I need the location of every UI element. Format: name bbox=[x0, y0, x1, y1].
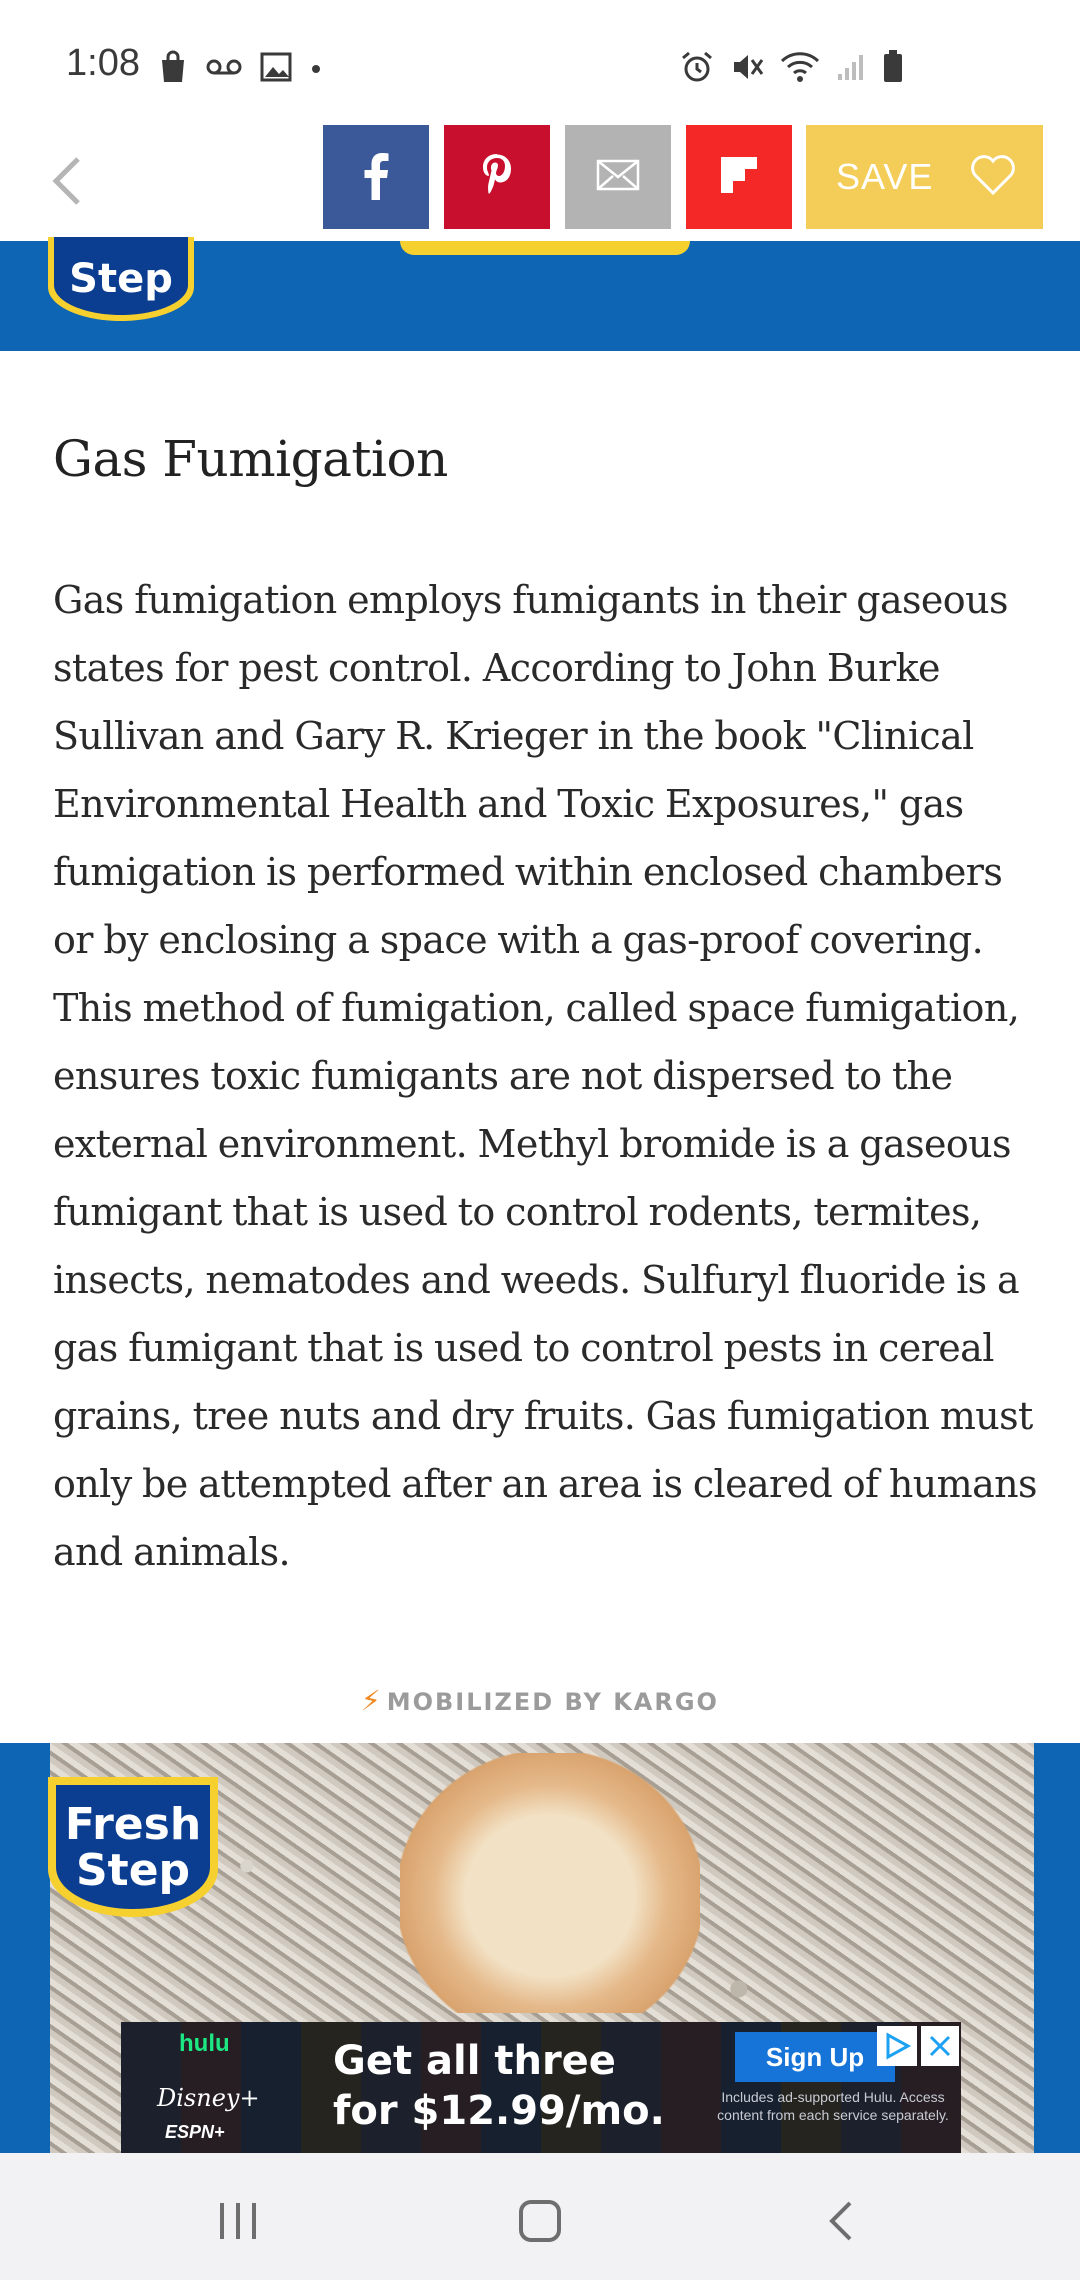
adchoices-icon[interactable] bbox=[877, 2026, 917, 2066]
facebook-share-button[interactable] bbox=[323, 125, 429, 229]
heart-icon bbox=[969, 153, 1017, 201]
banner-pill bbox=[400, 241, 690, 255]
fresh-step-logo bbox=[46, 237, 196, 327]
voicemail-icon bbox=[206, 57, 242, 81]
system-nav-bar bbox=[0, 2153, 1080, 2280]
status-left-icons bbox=[158, 50, 322, 88]
disney-brand: Disney+ bbox=[157, 2084, 260, 2112]
flipboard-share-button[interactable] bbox=[686, 125, 792, 229]
recents-icon[interactable] bbox=[208, 2191, 268, 2251]
mute-icon bbox=[730, 50, 764, 88]
flipboard-icon bbox=[719, 155, 759, 199]
fresh-step-ad-logo bbox=[44, 1773, 222, 1925]
lightning-bolt-icon: ⚡ bbox=[361, 1684, 383, 1717]
ad-logo-line2: Step bbox=[75, 1845, 191, 1896]
chevron-left-icon[interactable] bbox=[34, 145, 104, 215]
hulu-bundle-ad[interactable] bbox=[121, 2022, 961, 2153]
espn-brand: ESPN+ bbox=[165, 2122, 225, 2142]
status-right-icons bbox=[680, 50, 904, 88]
status-bar bbox=[0, 0, 1080, 125]
kitten-image bbox=[400, 1753, 700, 2013]
pinterest-icon bbox=[479, 150, 515, 204]
sign-up-button[interactable]: Sign Up bbox=[735, 2032, 895, 2082]
home-icon[interactable] bbox=[510, 2191, 570, 2251]
status-time: 1:08 bbox=[66, 42, 140, 84]
article-title: Gas Fumigation bbox=[53, 430, 448, 488]
banner-logo-text: Step bbox=[69, 256, 173, 302]
hulu-brand: hulu bbox=[179, 2030, 230, 2057]
kargo-label: MOBILIZED BY KARGO bbox=[386, 1688, 719, 1716]
back-icon[interactable] bbox=[812, 2191, 872, 2251]
email-share-button[interactable] bbox=[565, 125, 671, 229]
share-bar bbox=[0, 125, 1080, 241]
kargo-attribution[interactable] bbox=[0, 1684, 1080, 1717]
article bbox=[53, 430, 1043, 1586]
dot-icon bbox=[310, 60, 322, 79]
wifi-icon bbox=[780, 51, 820, 87]
top-ad-banner[interactable] bbox=[0, 241, 1080, 351]
hulu-headline-line1: Get all three bbox=[333, 2038, 616, 2084]
image-icon bbox=[260, 52, 292, 86]
signal-icon bbox=[836, 52, 866, 86]
facebook-icon bbox=[361, 150, 391, 204]
ad-frame[interactable] bbox=[0, 1743, 1080, 2153]
hulu-headline bbox=[333, 2036, 665, 2136]
pinterest-share-button[interactable] bbox=[444, 125, 550, 229]
save-label: SAVE bbox=[836, 156, 934, 197]
save-button[interactable] bbox=[806, 125, 1043, 229]
shopping-bag-icon bbox=[158, 50, 188, 88]
battery-icon bbox=[882, 50, 904, 88]
close-icon[interactable] bbox=[921, 2026, 959, 2066]
hulu-headline-line2: for $12.99/mo. bbox=[333, 2088, 665, 2134]
hulu-fine-print: Includes ad-supported Hulu. Access content from each service separately. bbox=[717, 2089, 949, 2123]
article-body: Gas fumigation employs fumigants in their gaseous states for pest control. According to John Burke Sullivan and Gary R. Krieger in the book "Clinical Environmental Health and Toxic Exposures," gas fumigation is performed within enclosed chambers or by enclosing a space with a gas-proof covering. This method of fumigation, called space fumigation, ensures toxic fumigants are not dispersed to the external environment. Methyl bromide is a gaseous fumigant that is used to control rodents, termites, insects, nematodes and weeds. Sulfuryl fluoride is a gas fumigant that is used to control pests in cereal grains, tree nuts and dry fruits. Gas fumigation must only be attempted after an area is cleared of humans and animals. bbox=[53, 578, 1037, 1574]
alarm-icon bbox=[680, 50, 714, 88]
envelope-icon bbox=[596, 159, 640, 195]
ad-logo-line1: Fresh bbox=[64, 1799, 202, 1850]
